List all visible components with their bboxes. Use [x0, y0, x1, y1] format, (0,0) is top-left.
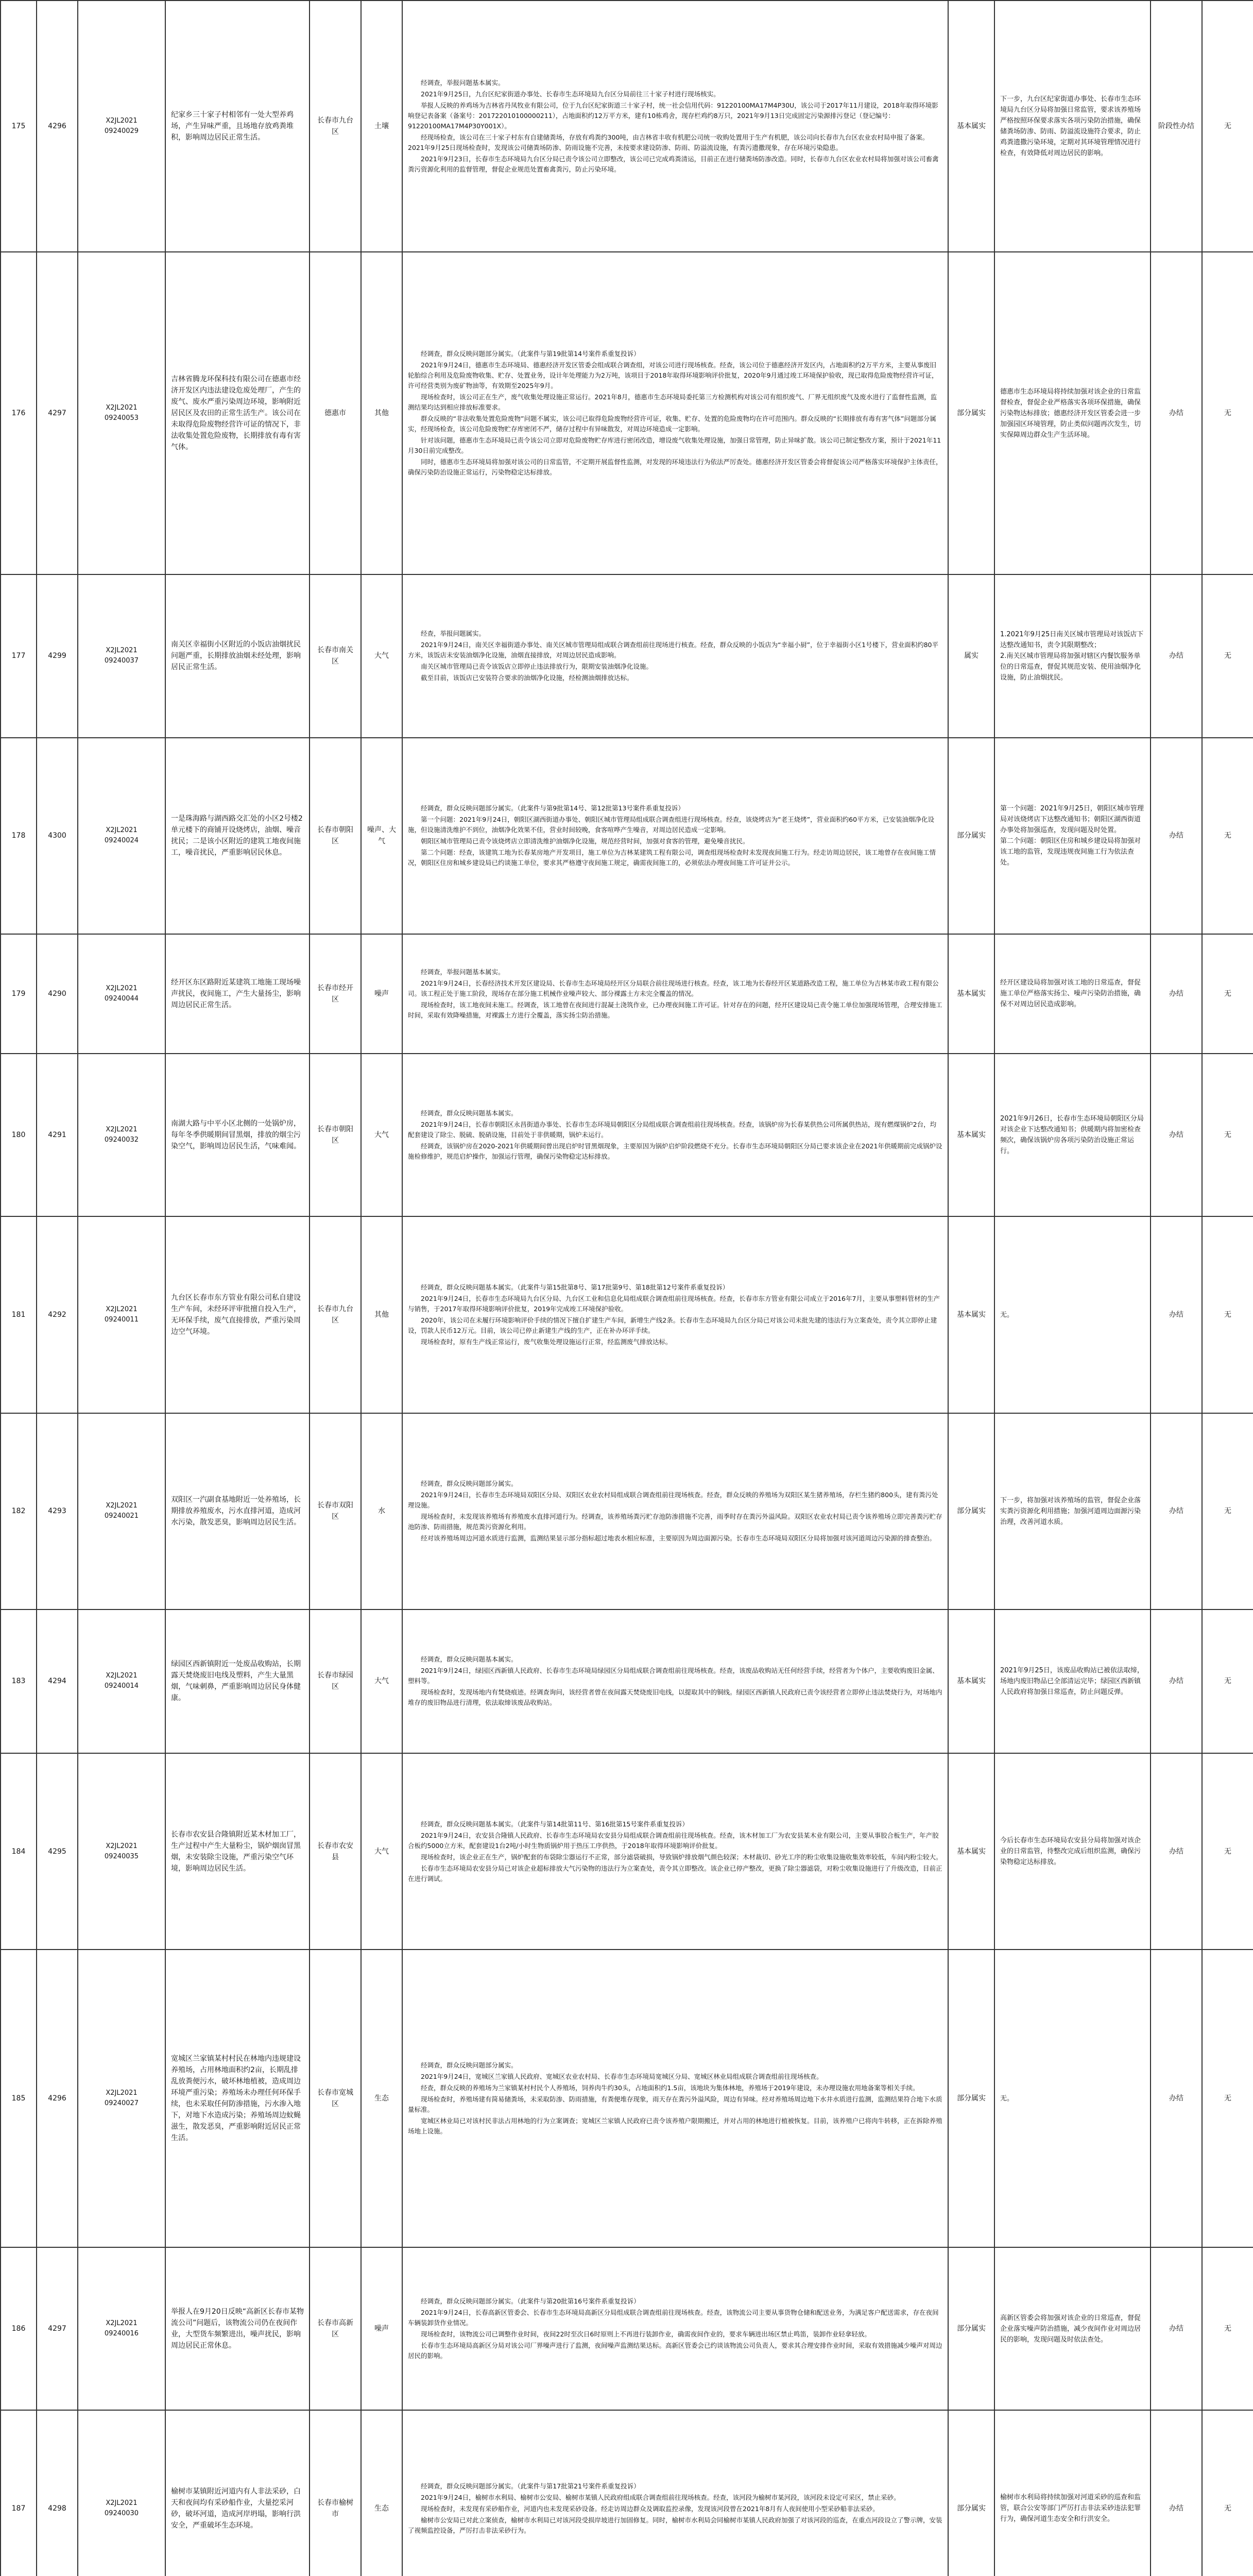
investigation-paragraph: 针对该问题，德惠市生态环境局已责令该公司立即对危险废物贮存库进行密闭改造，增设废气收集处理设施，加强日常管理，防止异味扩散。该公司已制定整改方案，预计于2021年11月30日前完成整改。 — [408, 436, 941, 455]
investigation-paragraph: 长春市生态环境局高新区分局对该公司厂界噪声进行了监测，夜间噪声监测结果达标。高新区管委会已约谈该物流公司负责人，要求其合理安排作业时间，采取有效措施减少噪声对周边居民的影响。 — [408, 2342, 942, 2360]
investigation-paragraph: 经调查，举报问题基本属实。 — [421, 968, 505, 976]
complaint-id-cell: X2JL2021 09240029 — [78, 1, 165, 252]
completion-status-cell: 办结 — [1151, 1054, 1202, 1216]
pollution-type-cell: 土壤 — [361, 1, 402, 252]
table-row — [1, 2410, 1253, 2576]
investigation-cell — [402, 574, 948, 737]
investigation-paragraph: 经调查，群众反映问题部分属实。（此案件与第19批第14号案件系重复投诉） — [421, 350, 640, 358]
investigation-cell — [402, 1413, 948, 1609]
investigation-paragraph: 宽城区林业局已对该村民非法占用林地的行为立案调查；宽城区兰家镇人民政府已责令该养殖户限期搬迁，并对占用的林地进行植被恢复。目前，该养殖户已将肉牛转移，正在拆除养殖场地上设施。 — [408, 2117, 942, 2136]
investigation-paragraph: 榆树市公安局已对此立案侦查，榆树市水利局已对该河段受损岸坡进行加固修复。同时，榆树市水利局会同榆树市某镇人民政府加强了对该河段的巡查，在重点河段设立了警示牌，安装了视频监控设备，严厉打击非法采砂行为。 — [408, 2516, 942, 2534]
completion-status-cell: 办结 — [1151, 934, 1202, 1054]
complaint-id-cell: X2JL2021 09240011 — [78, 1216, 165, 1413]
investigation-paragraph: 2021年9月24日，宽城区兰家镇人民政府、宽城区农业农村局、长春市生态环境局宽城区分局、宽城区林业局组成联合调查组前往现场核查。 — [421, 2073, 823, 2081]
accountability-cell: 无 — [1202, 1054, 1253, 1216]
investigation-paragraph: 经调查，群众反映问题基本属实。 — [421, 1109, 518, 1117]
investigation-paragraph: 2021年9月24日，绿园区西新镇人民政府、长春市生态环境局绿园区分局组成联合调查组前往现场核查。经查，该废品收购站无任何经营手续，经营者为个体户，主要收购废旧金属、塑料等。 — [408, 1667, 939, 1685]
case-code-cell: 4296 — [37, 1950, 78, 2247]
complaint-summary-cell: 南关区幸福街小区附近的小饭店油烟扰民问题严重，长期排放油烟未经处理，影响居民正常生活。 — [165, 574, 310, 737]
pollution-type-cell: 生态 — [361, 1950, 402, 2247]
investigation-paragraph: 2021年9月24日，德惠市生态环境局、德惠经济开发区管委会组成联合调查组，对该公司进行现场核查。经查，该公司位于德惠经济开发区内，占地面积约2万平方米，主要从事废旧轮胎综合利用及危险废物收集、贮存、处置业务，设计年处理能力为2万吨，该项目于2018年取得环境影响评价批复，2020年9月通过竣工环境保护验收，现已取得危险废物经营许可证，许可经营类别为废矿物油等，有效期至2025年9月。 — [408, 361, 938, 390]
complaint-id-cell: X2JL2021 09240027 — [78, 1950, 165, 2247]
verdict-cell: 部分属实 — [948, 252, 994, 574]
investigation-paragraph: 经查，群众反映的养殖场为兰家镇某村村民个人养殖场，饲养肉牛约30头，占地面积约1.5亩，该地块为集体林地，养殖场于2019年建设，未办理设施农用地备案等相关手续。 — [421, 2084, 919, 2092]
action-cell: 2021年9月26日，长春市生态环境局朝阳区分局对该企业下达整改通知书；供暖期内将加密检查频次，确保该锅炉房各项污染防治设施正常运行。 — [994, 1054, 1151, 1216]
action-cell: 第一个问题：2021年9月25日，朝阳区城市管理局对该烧烤店下达整改通知书；朝阳区湖西街道办事处将加强巡查，发现问题及时处置。 第二个问题：朝阳区住房和城乡建设局将加强对该工地的监管，发现违规夜间施工行为依法查处。 — [994, 738, 1151, 934]
completion-status-cell: 阶段性办结 — [1151, 1, 1202, 252]
case-code-cell: 4291 — [37, 1054, 78, 1216]
complaint-id-cell: X2JL2021 09240044 — [78, 934, 165, 1054]
complaint-summary-cell: 吉林省腾龙环保科技有限公司在德惠市经济开发区内违法建设危废处理厂，产生的废气、废水严重污染周边环境，影响附近居民区及农田的正常生活生产。该公司在未取得危险废物经营许可证的情况下，非法收集处置危险废物，长期排放有毒有害气体。 — [165, 252, 310, 574]
completion-status-cell: 办结 — [1151, 1216, 1202, 1413]
investigation-cell — [402, 1950, 948, 2247]
action-cell: 经开区建设局将加强对该工地的日常巡查，督促施工单位严格落实扬尘、噪声污染防治措施，确保不对周边居民造成影响。 — [994, 934, 1151, 1054]
investigation-paragraph: 现场检查时，该企业正在生产，锅炉配套的布袋除尘器运行不正常，部分滤袋破损，导致锅炉排放烟气颜色较深；木材裁切、砂光工序的粉尘收集设施收集效率较低，车间内粉尘较大。 — [421, 1853, 942, 1861]
table-body — [1, 1, 1253, 2576]
complaint-summary-cell: 双阳区一汽副食基地附近一处养殖场，长期排放养殖废水，污水直排河道，造成河水污染，散发恶臭，影响周边居民生活。 — [165, 1413, 310, 1609]
complaint-id-cell: X2JL2021 09240037 — [78, 574, 165, 737]
verdict-cell: 基本属实 — [948, 934, 994, 1054]
case-code-cell: 4293 — [37, 1413, 78, 1609]
case-code-cell: 4298 — [37, 2410, 78, 2576]
pollution-type-cell: 生态 — [361, 2410, 402, 2576]
investigation-paragraph: 现场检查时，未发现该养殖场有养殖废水直排河道行为。经调查，该养殖场粪污贮存池防渗措施不完善，雨季时存在粪污外溢风险。双阳区农业农村局已责令该养殖场立即完善粪污贮存池防渗、防雨措施，规范粪污资源化利用。 — [408, 1513, 942, 1531]
row-number-cell: 180 — [1, 1054, 37, 1216]
pollution-type-cell: 其他 — [361, 1216, 402, 1413]
complaint-summary-cell: 纪家乡三十家子村相邻有一处大型养鸡场，产生异味严重，且场地存放鸡粪堆积，影响周边居民正常生活。 — [165, 1, 310, 252]
investigation-cell — [402, 252, 948, 574]
row-number-cell: 185 — [1, 1950, 37, 2247]
admin-area-cell: 长春市经开区 — [310, 934, 361, 1054]
investigation-cell — [402, 934, 948, 1054]
investigation-paragraph: 现场检查时，养殖场建有简易储粪场，未采取防渗、防雨措施，有粪便堆存现象，雨天存在粪污外溢风险，周边有异味。经对养殖场周边地下水井水质进行监测，监测结果符合地下水质量标准。 — [408, 2095, 942, 2114]
completion-status-cell: 办结 — [1151, 1413, 1202, 1609]
complaint-id-cell: X2JL2021 09240014 — [78, 1609, 165, 1753]
admin-area-cell: 长春市宽城区 — [310, 1950, 361, 2247]
investigation-paragraph: 南关区城市管理局已责令该饭店立即停止违法排放行为，限期安装油烟净化设施。 — [421, 663, 653, 671]
verdict-cell: 部分属实 — [948, 738, 994, 934]
row-number-cell: 187 — [1, 2410, 37, 2576]
complaint-summary-cell: 举报人在9月20日反映“高新区长春市某物流公司”问题后，该物流公司仍在夜间作业，大型货车频繁进出，噪声扰民，影响周边居民正常休息。 — [165, 2247, 310, 2410]
row-number-cell: 176 — [1, 252, 37, 574]
investigation-paragraph: 2021年9月24日，长春市生态环境局九台区分局、九台区工业和信息化局组成联合调查组前往现场核查。经查，长春市东方管业有限公司成立于2016年7月，主要从事塑料管材的生产与销售，于2017年取得环境影响评价批复，2019年完成竣工环境保护验收。 — [408, 1295, 940, 1313]
investigation-paragraph: 2020年，该公司在未履行环境影响评价手续的情况下擅自扩建生产车间，新增生产线2条。长春市生态环境局九台区分局已对该公司未批先建的违法行为立案查处，责令其立即停止建设，罚款人民币12万元。目前，该公司已停止新建生产线的生产，正在补办环评手续。 — [408, 1316, 937, 1335]
investigation-paragraph: 2021年9月25日，九台区纪家街道办事处、长春市生态环境局九台区分局前往三十家子村进行现场核实。 — [421, 90, 720, 98]
row-number-cell: 181 — [1, 1216, 37, 1413]
accountability-cell: 无 — [1202, 1, 1253, 252]
complaint-id-cell: X2JL2021 09240053 — [78, 252, 165, 574]
action-cell: 无。 — [994, 1950, 1151, 2247]
accountability-cell: 无 — [1202, 2410, 1253, 2576]
verdict-cell: 部分属实 — [948, 1413, 994, 1609]
verdict-cell: 基本属实 — [948, 1609, 994, 1753]
investigation-paragraph: 第二个问题：经查，该建筑工地为长春某房地产开发项目，施工单位为吉林某建筑工程有限公司，调查组现场检查时未发现夜间施工行为。经走访周边居民，该工地曾存在夜间施工情况，朝阳区住房和城乡建设局已约谈施工单位，要求其严格遵守夜间施工规定，确需夜间施工的，必须依法办理夜间施工许可证并公示。 — [408, 849, 936, 867]
investigation-cell — [402, 1753, 948, 1950]
verdict-cell: 属实 — [948, 574, 994, 737]
pollution-type-cell: 大气 — [361, 1753, 402, 1950]
pollution-type-cell: 大气 — [361, 574, 402, 737]
row-number-cell: 183 — [1, 1609, 37, 1753]
investigation-paragraph: 2021年9月24日，长春高新区管委会、长春市生态环境局高新区分局组成联合调查组前往现场核查。经查，该物流公司主要从事货物仓储和配送业务，为满足客户配送需求，存在夜间车辆装卸货作业情况。 — [408, 2309, 939, 2327]
row-number-cell: 177 — [1, 574, 37, 737]
investigation-paragraph: 经调查，群众反映问题部分属实。（此案件与第20批第16号案件系重复投诉） — [421, 2297, 640, 2306]
accountability-cell: 无 — [1202, 1216, 1253, 1413]
investigation-paragraph: 2021年9月24日，长春市朝阳区永昌街道办事处、长春市生态环境局朝阳区分局组成联合调查组前往现场核查。经查，该锅炉房为长春某供热公司所属供热站，现有燃煤锅炉2台，均配套建设了除尘、脱硫、脱硝设施，目前处于非供暖期，锅炉未运行。 — [408, 1121, 937, 1139]
pollution-type-cell: 噪声、大气 — [361, 738, 402, 934]
row-number-cell: 178 — [1, 738, 37, 934]
accountability-cell: 无 — [1202, 252, 1253, 574]
complaint-summary-cell: 长春市农安县合隆镇附近某木材加工厂，生产过程中产生大量粉尘，锅炉烟囱冒黑烟，未安装除尘设施，严重污染空气环境，影响周边居民生活。 — [165, 1753, 310, 1950]
verdict-cell: 部分属实 — [948, 2247, 994, 2410]
investigation-paragraph: 2021年9月24日，南关区幸福街道办事处、南关区城市管理局组成联合调查组前往现场进行核查。经查，群众反映的小饭店为“幸福小厨”，位于幸福街小区1号楼下，营业面积约80平方米，该饭店未安装油烟净化设施，油烟直接排放，对周边居民造成影响。 — [408, 641, 938, 659]
admin-area-cell: 长春市朝阳区 — [310, 738, 361, 934]
case-code-cell: 4300 — [37, 738, 78, 934]
complaint-id-cell: X2JL2021 09240016 — [78, 2247, 165, 2410]
investigation-cell — [402, 1609, 948, 1753]
investigation-paragraph: 现场检查时，该工地夜间未施工。经调查，该工地曾在夜间进行混凝土浇筑作业，已办理夜间施工许可证。针对存在的问题，经开区建设局已责令施工单位加强现场管理，合理安排施工时间，采取有效降噪措施，对裸露土方进行全覆盖，落实扬尘防治措施。 — [408, 1001, 942, 1019]
admin-area-cell: 长春市榆树市 — [310, 2410, 361, 2576]
complaint-summary-cell: 榆树市某镇附近河道内有人非法采砂，白天和夜间均有采砂船作业，大量挖采河砂，破坏河道，造成河岸坍塌，影响行洪安全，严重破坏生态环境。 — [165, 2410, 310, 2576]
investigation-cell — [402, 1216, 948, 1413]
accountability-cell: 无 — [1202, 1753, 1253, 1950]
table-row — [1, 574, 1253, 737]
investigation-cell — [402, 2247, 948, 2410]
action-cell: 2021年9月25日，该废品收购站已被依法取缔，场地内废旧物品已全部清运完毕；绿园区西新镇人民政府将加强日常巡查，防止问题反弹。 — [994, 1609, 1151, 1753]
verdict-cell: 基本属实 — [948, 1054, 994, 1216]
completion-status-cell: 办结 — [1151, 1950, 1202, 2247]
complaint-summary-cell: 经开区东区路附近某建筑工地施工现场噪声扰民，夜间施工，产生大量扬尘，影响周边居民正常生活。 — [165, 934, 310, 1054]
case-code-cell: 4296 — [37, 1, 78, 252]
admin-area-cell: 长春市双阳区 — [310, 1413, 361, 1609]
row-number-cell: 182 — [1, 1413, 37, 1609]
investigation-paragraph: 群众反映的“非法收集处置危险废物”问题不属实，该公司已取得危险废物经营许可证，收集、贮存、处置的危险废物均在许可范围内。群众反映的“长期排放有毒有害气体”问题部分属实，经现场检查，该公司危险废物贮存库密闭不严，储存过程中有异味散发，对周边环境造成一定影响。 — [408, 415, 936, 433]
accountability-cell: 无 — [1202, 934, 1253, 1054]
admin-area-cell: 长春市农安县 — [310, 1753, 361, 1950]
admin-area-cell: 长春市朝阳区 — [310, 1054, 361, 1216]
action-cell: 下一步，将加强对该养殖场的监管，督促企业落实粪污资源化利用措施；加强河道周边面源污染治理，改善河道水质。 — [994, 1413, 1151, 1609]
investigation-paragraph: 2021年9月24日，长春市生态环境局双阳区分局、双阳区农业农村局组成联合调查组前往现场核查。经查，群众反映的养殖场为双阳区某生猪养殖场，存栏生猪约800头，建有粪污处理设施。 — [408, 1491, 938, 1510]
completion-status-cell: 办结 — [1151, 2410, 1202, 2576]
investigation-paragraph: 现场检查时，发现场地内有焚烧痕迹。经调查询问，该经营者曾在夜间露天焚烧废旧电线，以提取其中的铜线。绿园区西新镇人民政府已责令该经营者立即停止违法焚烧行为，对场地内堆存的废旧物品进行清理，依法取缔该废品收购站。 — [408, 1688, 942, 1707]
case-code-cell: 4290 — [37, 934, 78, 1054]
verdict-cell: 基本属实 — [948, 1753, 994, 1950]
investigation-cell — [402, 1, 948, 252]
action-cell: 德惠市生态环境局将持续加强对该企业的日常监督检查，督促企业严格落实各项环保措施，确保污染物达标排放；德惠经济开发区管委会进一步加强园区环境管理，防止类似问题再次发生，切实保障周边群众生产生活环境。 — [994, 252, 1151, 574]
case-code-cell: 4295 — [37, 1753, 78, 1950]
table-row — [1, 1753, 1253, 1950]
pollution-type-cell: 大气 — [361, 1054, 402, 1216]
complaint-id-cell: X2JL2021 09240021 — [78, 1413, 165, 1609]
investigation-paragraph: 朝阳区城市管理局已责令该烧烤店立即清洗维护油烟净化设施，规范经营时间，加强对食客的管理，避免噪音扰民。 — [421, 837, 749, 845]
investigation-paragraph: 现场检查时，该公司正在生产，废气收集处理设施正常运行。2021年8月，德惠市生态环境局委托第三方检测机构对该公司有组织废气、厂界无组织废气及废水进行了监督性监测，监测结果均达到相应排放标准要求。 — [408, 393, 937, 412]
investigation-cell — [402, 1054, 948, 1216]
accountability-cell: 无 — [1202, 574, 1253, 737]
table-row — [1, 934, 1253, 1054]
table-row — [1, 1413, 1253, 1609]
investigation-paragraph: 经调查，群众反映问题部分属实。 — [421, 1480, 518, 1488]
investigation-paragraph: 经现场检查，该公司在三十家子村东有自建储粪场，存放有鸡粪约300吨，由吉林省丰收有机肥公司统一收购处置用于生产有机肥，该公司向长春市九台区农业农村局申报了备案。2021年9月25日现场检查时，发现该公司储粪场防渗、防雨设施不完善，未按要求建设防渗、防雨、防溢流设施，有粪污遗撒现象，存在环境污染隐患。 — [408, 133, 929, 152]
row-number-cell: 184 — [1, 1753, 37, 1950]
admin-area-cell: 德惠市 — [310, 252, 361, 574]
investigation-paragraph: 举报人反映的养鸡场为吉林省丹凤牧业有限公司，位于九台区纪家街道三十家子村，统一社会信用代码：91220100MA17M4P30U，该公司于2017年11月建设，2018年取得环境影响登记表备案（备案号：201722010100000211），占地面积约12万平方米，建有10栋鸡舍，现存栏鸡约8万只，2021年9月13日完成固定污染源排污登记（登记编号：91220100MA17M4P30Y001X）。 — [408, 101, 938, 130]
table-row — [1, 738, 1253, 934]
investigation-paragraph: 经调查，群众反映问题基本属实。 — [421, 1655, 518, 1664]
complaint-id-cell: X2JL2021 09240024 — [78, 738, 165, 934]
completion-status-cell: 办结 — [1151, 738, 1202, 934]
pollution-type-cell: 大气 — [361, 1609, 402, 1753]
row-number-cell: 186 — [1, 2247, 37, 2410]
case-code-cell: 4297 — [37, 252, 78, 574]
complaint-id-cell: X2JL2021 09240032 — [78, 1054, 165, 1216]
action-cell: 榆树市水利局将持续加强对河道采砂的巡查和监管，联合公安等部门严厉打击非法采砂违法犯罪行为，确保河道生态安全和行洪安全。 — [994, 2410, 1151, 2576]
investigation-paragraph: 经调查，群众反映问题部分属实。 — [421, 2061, 518, 2070]
completion-status-cell: 办结 — [1151, 2247, 1202, 2410]
complaint-id-cell: X2JL2021 09240035 — [78, 1753, 165, 1950]
case-code-cell: 4292 — [37, 1216, 78, 1413]
case-code-cell: 4294 — [37, 1609, 78, 1753]
admin-area-cell: 长春市绿园区 — [310, 1609, 361, 1753]
investigation-paragraph: 同时，德惠市生态环境局将加强对该公司的日常监管，不定期开展监督性监测，对发现的环境违法行为依法严厉查处。德惠经济开发区管委会将督促该公司严格落实环境保护主体责任，确保污染防治设施正常运行，污染物稳定达标排放。 — [408, 458, 942, 477]
admin-area-cell: 长春市九台区 — [310, 1, 361, 252]
table-row — [1, 1950, 1253, 2247]
completion-status-cell: 办结 — [1151, 252, 1202, 574]
admin-area-cell: 长春市高新区 — [310, 2247, 361, 2410]
admin-area-cell: 长春市南关区 — [310, 574, 361, 737]
investigation-cell — [402, 738, 948, 934]
verdict-cell: 部分属实 — [948, 2410, 994, 2576]
investigation-paragraph: 2021年9月23日，长春市生态环境局九台区分局已责令该公司立即整改，该公司已完成鸡粪清运，目前正在进行储粪场防渗改造。同时，长春市九台区农业农村局将加强对该公司畜禽粪污资源化利用的监督管理，督促企业规范处置畜禽粪污，防止污染环境。 — [408, 155, 939, 174]
investigation-cell — [402, 2410, 948, 2576]
verdict-cell: 基本属实 — [948, 1, 994, 252]
row-number-cell: 175 — [1, 1, 37, 252]
investigation-paragraph: 经调查，群众反映问题部分属实。（此案件与第17批第21号案件系重复投诉） — [421, 2482, 640, 2490]
investigation-paragraph: 2021年9月24日，长春经济技术开发区建设局、长春市生态环境局经开区分局联合前往现场进行核查。经查，该工地为长春经开区某道路改造工程，施工单位为吉林某市政工程有限公司。该工程正处于施工阶段，现场存在部分施工机械作业噪声较大、部分裸露土方未完全覆盖的情况。 — [408, 979, 939, 997]
action-cell: 无。 — [994, 1216, 1151, 1413]
case-code-cell: 4297 — [37, 2247, 78, 2410]
complaint-summary-cell: 宽城区兰家镇某村村民在林地内违规建设养殖场，占用林地面积约2亩，长期乱排乱放粪便污水，破坏林地植被，造成周边环境严重污染；养殖场未办理任何环保手续，也未采取任何防渗措施，污水渗入地下，对地下水造成污染；养殖场周边蚊蝇滋生，散发恶臭，严重影响附近居民正常生活。 — [165, 1950, 310, 2247]
admin-area-cell: 长春市九台区 — [310, 1216, 361, 1413]
investigation-paragraph: 经调查，该锅炉房在2020-2021年供暖期间曾出现启炉时冒黑烟现象，主要原因为锅炉启炉阶段燃烧不充分。长春市生态环境局朝阳区分局已要求该企业在2021年供暖期前完成锅炉设施检修维护，规范启炉操作，加强运行管理，确保污染物稳定达标排放。 — [408, 1142, 942, 1161]
action-cell: 下一步，九台区纪家街道办事处、长春市生态环境局九台区分局将加强日常监管，要求该养殖场严格按照环保要求落实各项污染防治措施，确保储粪场防渗、防雨、防溢流设施符合要求，防止鸡粪遗撒污染环境，定期对其环境管理情况进行检查，有效降低对周边居民的影响。 — [994, 1, 1151, 252]
complaint-summary-cell: 一是珠海路与湖西路交汇处的小区2号楼2单元楼下的商铺开设烧烤店，油烟、噪音扰民；二是该小区附近的建筑工地夜间施工，噪音扰民，严重影响居民休息。 — [165, 738, 310, 934]
investigation-paragraph: 经调查，群众反映问题部分属实。（此案件与第9批第14号、第12批第13号案件系重复投诉） — [421, 804, 684, 812]
completion-status-cell: 办结 — [1151, 1609, 1202, 1753]
pollution-type-cell: 噪声 — [361, 2247, 402, 2410]
table-row — [1, 1, 1253, 252]
accountability-cell: 无 — [1202, 1609, 1253, 1753]
investigation-paragraph: 2021年9月24日，榆树市水利局、榆树市公安局、榆树市某镇人民政府组成联合调查组前往现场核查。经查，该河段为榆树市某河段，该河段未设定可采区，禁止采砂。 — [421, 2493, 900, 2501]
pollution-type-cell: 噪声 — [361, 934, 402, 1054]
investigation-paragraph: 经对该养殖场周边河道水质进行监测，监测结果显示部分指标超过地表水相应标准，主要原因为周边面源污染。长春市生态环境局双阳区分局将加强对该河道周边污染源的排查整治。 — [421, 1534, 936, 1543]
investigation-paragraph: 截至目前，该饭店已安装符合要求的油烟净化设施，经检测油烟排放达标。 — [421, 674, 633, 682]
case-code-cell: 4299 — [37, 574, 78, 737]
investigation-paragraph: 第一个问题：2021年9月24日，朝阳区湖西街道办事处、朝阳区城市管理局组成联合调查组进行现场核查。经查，该烧烤店为“老王烧烤”，营业面积约60平方米，已安装油烟净化设施，但设施清洗维护不到位，油烟净化效果不佳，营业时间较晚，食客喧哗产生噪音，对周边居民造成一定影响。 — [408, 816, 935, 834]
complaint-summary-cell: 南湖大路与中平小区北侧的一处锅炉房，每年冬季供暖期间冒黑烟，排放的烟尘污染空气，影响周边居民生活，气味难闻。 — [165, 1054, 310, 1216]
table-row — [1, 1609, 1253, 1753]
complaint-summary-cell: 绿园区西新镇附近一处废品收购站，长期露天焚烧废旧电线及塑料，产生大量黑烟，气味刺鼻，严重影响周边居民身体健康。 — [165, 1609, 310, 1753]
investigation-paragraph: 现场检查时，原有生产线正常运行，废气收集处理设施运行正常，经监测废气排放达标。 — [421, 1338, 672, 1346]
verdict-cell: 基本属实 — [948, 1216, 994, 1413]
table-row — [1, 2247, 1253, 2410]
pollution-type-cell: 其他 — [361, 252, 402, 574]
investigation-paragraph: 经查，举报问题属实。 — [421, 630, 486, 638]
action-cell: 1.2021年9月25日南关区城市管理局对该饭店下达整改通知书，责令其限期整改； 2.南关区城市管理局将加强对辖区内餐饮服务单位的日常巡查，督促其规范安装、使用油烟净化设施，防止油烟扰民。 — [994, 574, 1151, 737]
investigation-paragraph: 2021年9月24日，农安县合隆镇人民政府、长春市生态环境局农安县分局组成联合调查组前往现场核查。经查，该木材加工厂为农安县某木业有限公司，主要从事胶合板生产，年产胶合板约5000立方米，配套建设1台2吨/小时生物质锅炉用于热压工序供热，于2018年取得环境影响评价批复。 — [408, 1831, 939, 1850]
table-row — [1, 1054, 1253, 1216]
investigation-paragraph: 经调查，群众反映问题基本属实。（此案件与第14批第11号、第16批第15号案件系重复投诉） — [421, 1820, 689, 1828]
pollution-type-cell: 水 — [361, 1413, 402, 1609]
table-row — [1, 252, 1253, 574]
verdict-cell: 部分属实 — [948, 1950, 994, 2247]
row-number-cell: 179 — [1, 934, 37, 1054]
accountability-cell: 无 — [1202, 2247, 1253, 2410]
table-row — [1, 1216, 1253, 1413]
completion-status-cell: 办结 — [1151, 574, 1202, 737]
accountability-cell: 无 — [1202, 738, 1253, 934]
action-cell: 高新区管委会将加强对该企业的日常巡查，督促企业落实噪声防治措施，减少夜间作业对周边居民的影响，发现问题及时依法查处。 — [994, 2247, 1151, 2410]
complaint-summary-cell: 九台区长春市东方管业有限公司私自建设生产车间，未经环评审批擅自投入生产，无环保手续，废气直接排放，严重污染周边空气环境。 — [165, 1216, 310, 1413]
action-cell: 今后长春市生态环境局农安县分局将加强对该企业的日常监管，待整改完成后组织监测，确保污染物稳定达标排放。 — [994, 1753, 1151, 1950]
investigation-paragraph: 经调查，群众反映问题基本属实。（此案件与第15批第8号、第17批第9号、第18批第12号案件系重复投诉） — [421, 1283, 729, 1292]
investigation-paragraph: 经调查，举报问题基本属实。 — [421, 79, 505, 87]
completion-status-cell: 办结 — [1151, 1753, 1202, 1950]
accountability-cell: 无 — [1202, 1950, 1253, 2247]
accountability-cell: 无 — [1202, 1413, 1253, 1609]
investigation-paragraph: 现场检查时，未发现有采砂船作业，河道内也未发现采砂设备。经走访周边群众及调取监控录像，发现该河段曾在2021年8月有人夜间使用小型采砂船非法采砂。 — [421, 2504, 879, 2513]
investigation-paragraph: 现场检查时，该物流公司已调整作业时间，夜间22时至次日6时原则上不再进行装卸作业，确需夜间作业的，要求车辆进出场区禁止鸣笛，装卸作业轻拿轻放。 — [421, 2330, 871, 2338]
complaint-id-cell: X2JL2021 09240030 — [78, 2410, 165, 2576]
investigation-paragraph: 长春市生态环境局农安县分局已对该企业超标排放大气污染物的违法行为立案查处，责令其立即整改。该企业已停产整改，更换了除尘器滤袋，对粉尘收集设施进行了升级改造，目前正在进行调试。 — [408, 1864, 942, 1883]
